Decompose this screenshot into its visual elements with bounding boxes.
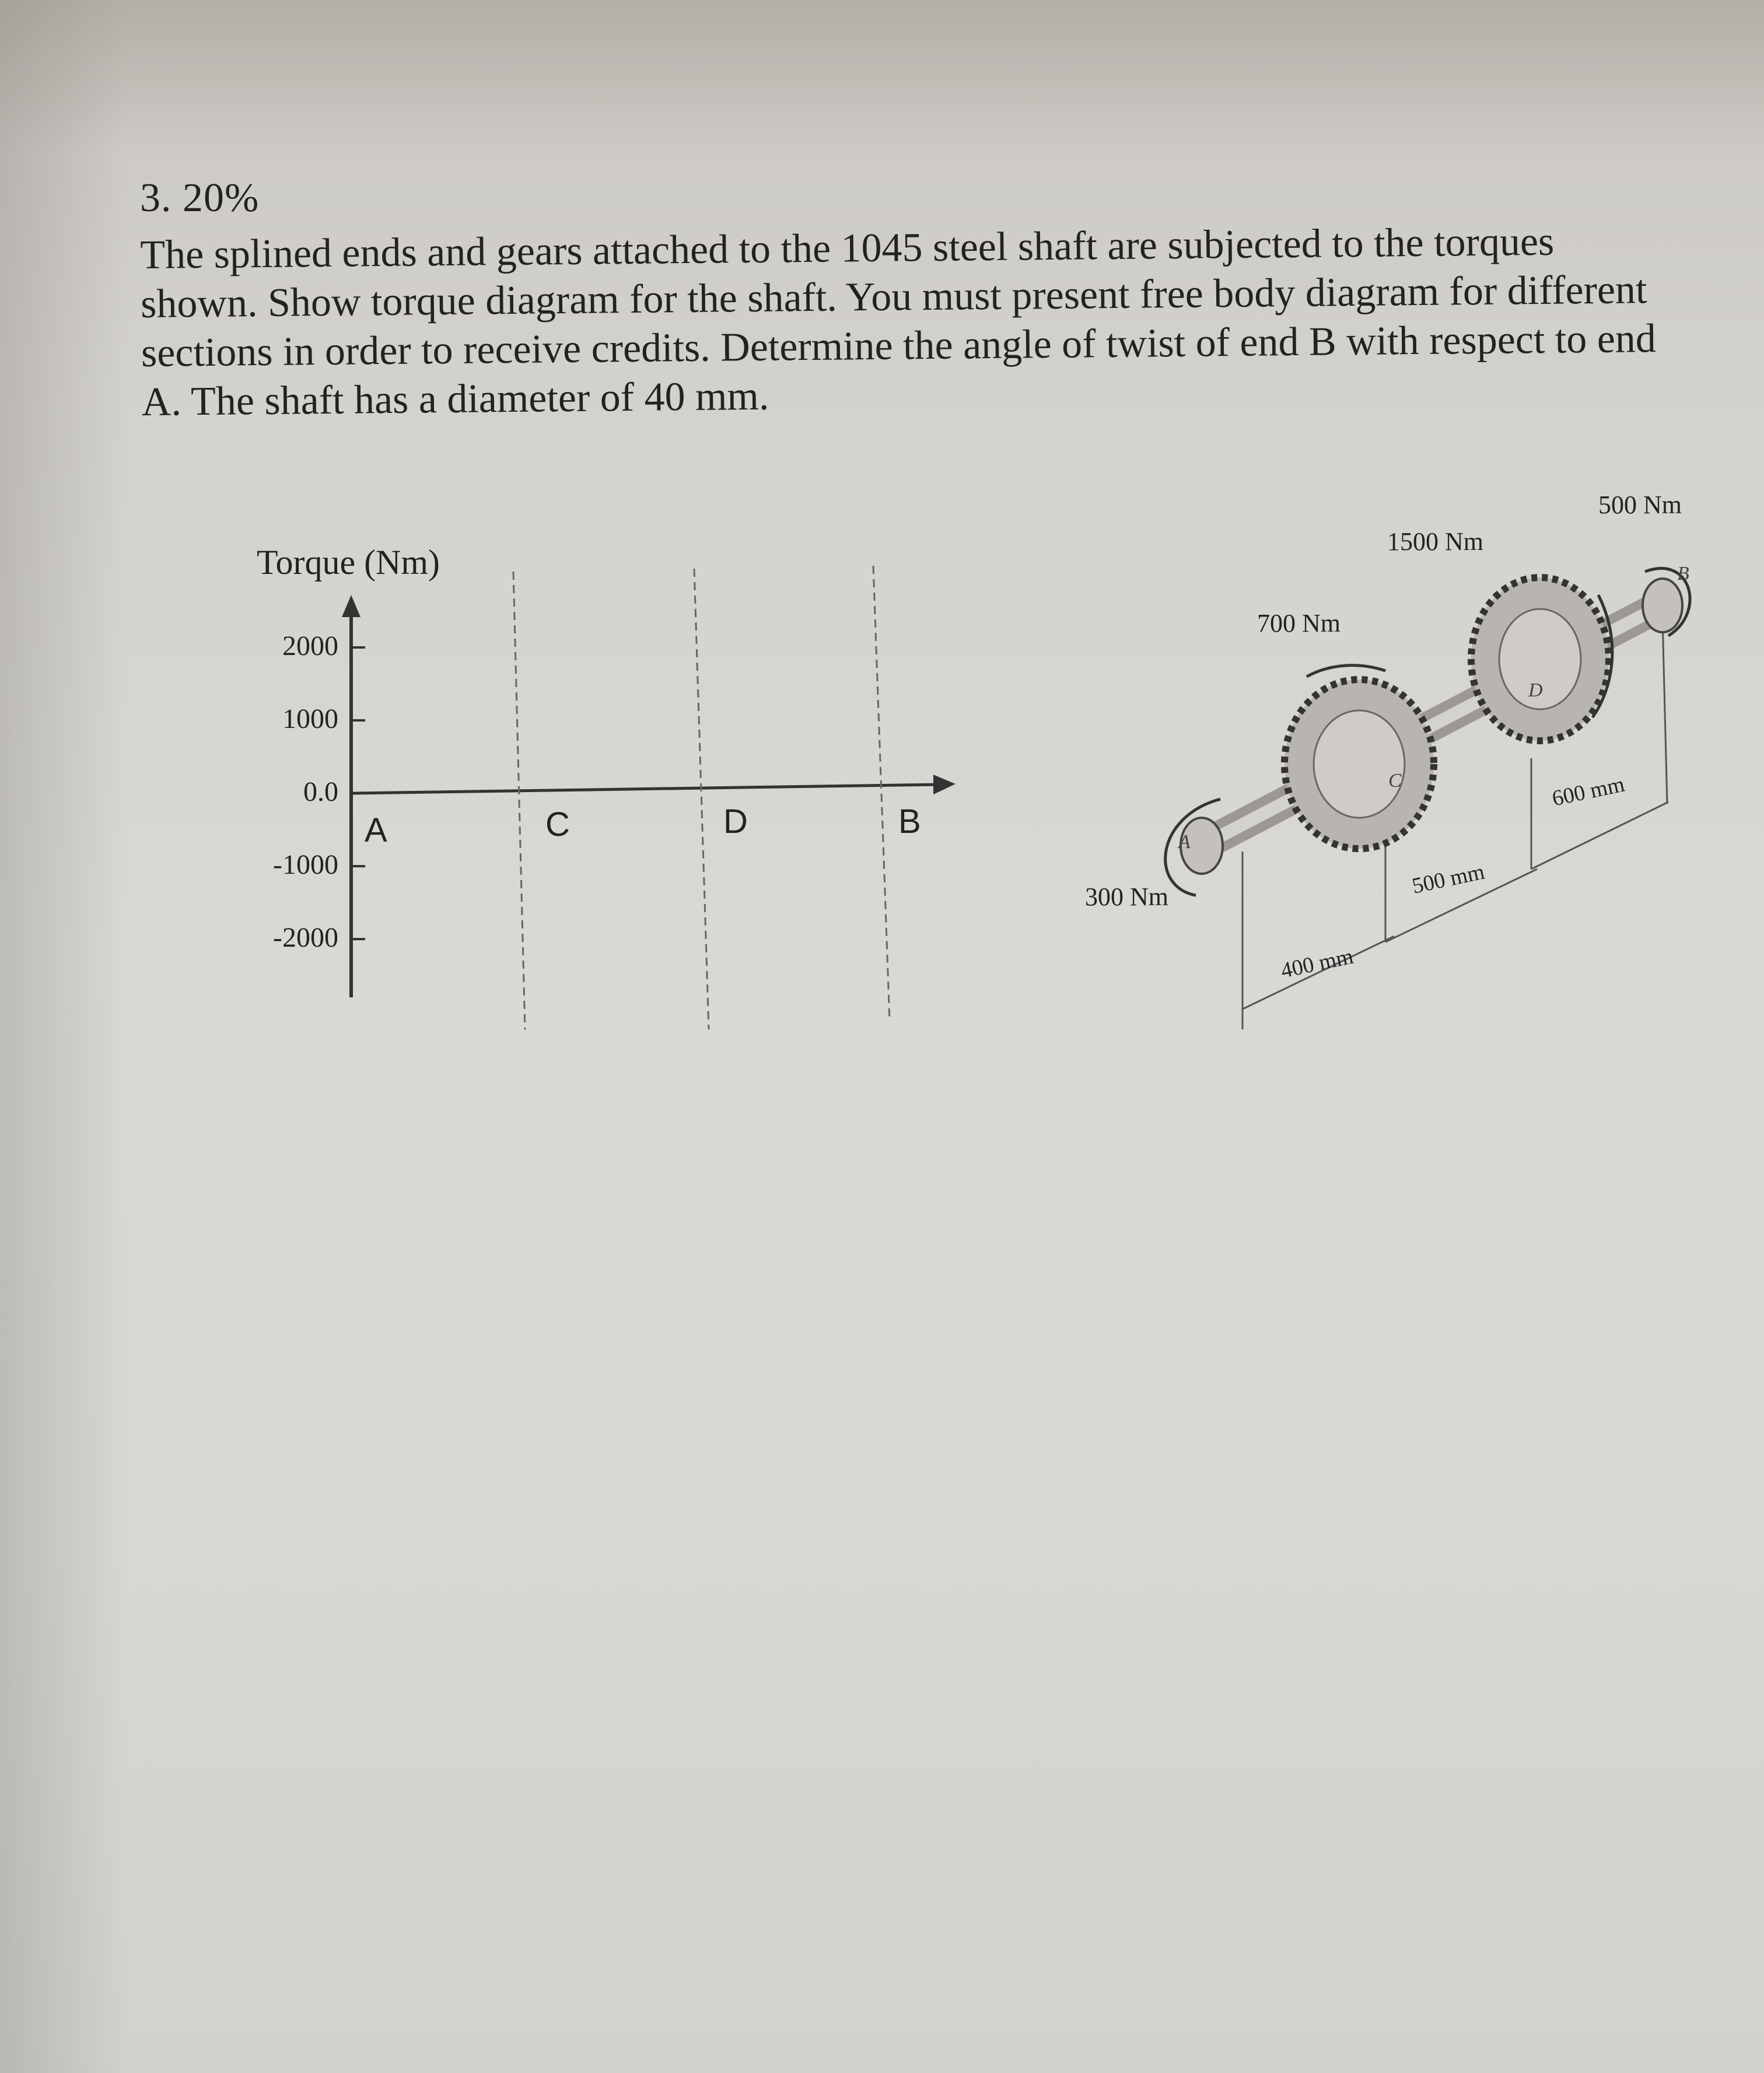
question-block: [140, 175, 1686, 427]
dim-line-db: [1531, 802, 1668, 869]
section-label-b: B: [898, 803, 921, 841]
x-axis-arrow: [933, 775, 956, 794]
torque-label-d: 1500 Nm: [1387, 527, 1483, 556]
divider-c: [513, 572, 525, 1030]
x-axis-line: [351, 785, 939, 793]
gear-c-hub: [1314, 710, 1405, 818]
dimension-db: 600 mm: [1550, 772, 1627, 811]
point-label-a: A: [1178, 831, 1191, 853]
torque-arrow-c: [1307, 666, 1385, 677]
page-shadow-top: [0, 0, 1764, 152]
question-number: 3. 20%: [140, 176, 260, 220]
torque-label-b: 500 Nm: [1598, 491, 1682, 519]
question-text: The splined ends and gears attached to the 1045 steel shaft are subjected to the torques shown. Show torque diagram for the shaft. You must present free body diagram for different sections in order to receive credits. Determine the angle of twist of end B with respect to end A. The shaft has a diameter of 40 mm.: [140, 219, 1657, 425]
y-tick-marks: [351, 647, 365, 939]
torque-label-c: 700 Nm: [1257, 609, 1340, 638]
point-label-d: D: [1528, 680, 1543, 701]
shaft-figure: [1085, 467, 1732, 1062]
divider-d: [694, 569, 709, 1030]
point-label-b: B: [1677, 563, 1689, 584]
y-axis-title: Torque (Nm): [257, 543, 440, 582]
point-label-c: C: [1388, 770, 1402, 792]
divider-b: [873, 566, 890, 1021]
torque-label-a: 300 Nm: [1085, 883, 1168, 911]
dimension-cd: 500 mm: [1410, 859, 1487, 899]
y-tick-label: -1000: [273, 849, 338, 880]
section-label-d: D: [723, 803, 748, 841]
y-tick-label: 1000: [282, 703, 338, 734]
dimension-ac: 400 mm: [1279, 944, 1356, 983]
torque-diagram: [222, 513, 980, 1062]
y-axis-arrow: [342, 595, 360, 617]
y-tick-label: 0.0: [303, 776, 338, 807]
section-label-c: C: [545, 806, 570, 843]
dim-extension-b: [1662, 618, 1667, 804]
y-tick-label: -2000: [273, 922, 338, 953]
y-tick-label: 2000: [282, 631, 338, 661]
page-shadow-left: [0, 0, 128, 2073]
spline-end-b: [1643, 579, 1682, 632]
section-label-a: A: [365, 811, 387, 849]
